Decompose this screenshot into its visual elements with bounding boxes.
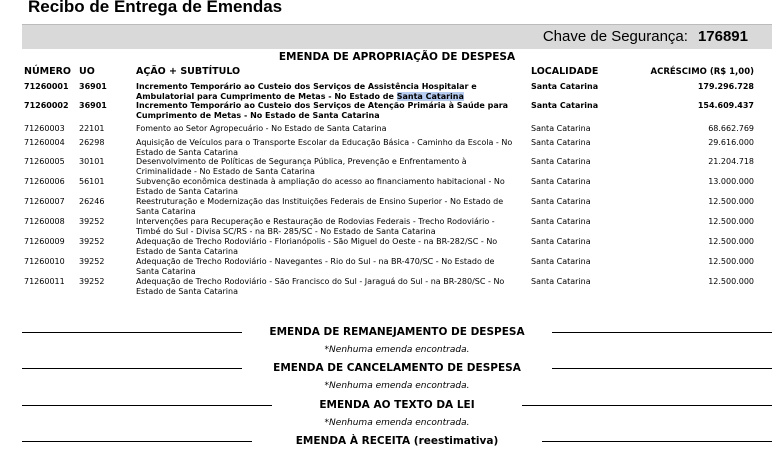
row-acao: Incremento Temporário ao Custeio dos Serviços de Assistência Hospitalar e Ambulatorial para Cumprimento de Metas - No Estado de Santa Catarina [136,82,477,101]
page-title: Recibo de Entrega de Emendas [28,0,283,16]
section-apropriacao-title: EMENDA DE APROPRIAÇÃO DE DESPESA [22,50,772,64]
row-valor: 12.500.000 [708,197,754,206]
row-localidade: Santa Catarina [531,82,599,91]
row-valor: 21.204.718 [708,157,754,166]
section-cancelamento [22,361,772,375]
row-localidade: Santa Catarina [531,237,591,246]
row-uo: 26246 [79,197,105,206]
security-key-bar [22,24,772,49]
row-uo: 22101 [79,124,105,133]
section-texto-lei [22,398,772,412]
row-uo: 39252 [79,257,105,266]
row-valor: 12.500.000 [708,217,754,226]
row-numero: 71260007 [24,197,65,206]
row-acao: Adequação de Trecho Rodoviário - São Francisco do Sul - Jaraguá do Sul - na BR-280/SC - No Estado de Santa Catarina [136,277,505,296]
col-acao: AÇÃO + SUBTÍTULO [136,66,241,77]
row-localidade: Santa Catarina [531,157,591,166]
row-numero: 71260002 [24,101,69,110]
row-localidade: Santa Catarina [531,197,591,206]
row-acao: Subvenção econômica destinada à ampliação do acesso ao financiamento habitacional - No Estado de Santa Catarina [136,177,505,196]
row-uo: 39252 [79,237,105,246]
empty-message: *Nenhuma emenda encontrada. [324,418,470,428]
row-localidade: Santa Catarina [531,177,591,186]
row-localidade: Santa Catarina [531,101,599,110]
row-numero: 71260010 [24,257,65,266]
row-acao: Adequação de Trecho Rodoviário - Navegantes - Rio do Sul - na BR-470/SC - No Estado de Santa Catarina [136,257,495,276]
col-numero: NÚMERO [24,66,71,77]
row-numero: 71260011 [24,277,65,286]
row-acao: Aquisição de Veículos para o Transporte Escolar da Educação Básica - Caminho da Escola - No Estado de Santa Catarina [136,138,513,157]
row-valor: 12.500.000 [708,257,754,266]
row-numero: 71260001 [24,82,69,91]
row-numero: 71260008 [24,217,65,226]
row-valor: 13.000.000 [708,177,754,186]
security-key-value: 176891 [697,28,748,45]
row-localidade: Santa Catarina [531,124,591,133]
section-apropriacao [22,50,772,64]
col-localidade: LOCALIDADE [531,66,599,77]
section-remanejamento-title: EMENDA DE REMANEJAMENTO DE DESPESA [22,325,772,339]
row-acao: Fomento ao Setor Agropecuário - No Estado de Santa Catarina [136,124,387,133]
row-uo: 36901 [79,101,107,110]
col-uo: UO [79,66,95,77]
row-uo: 36901 [79,82,107,91]
row-uo: 30101 [79,157,105,166]
row-valor: 154.609.437 [697,101,754,110]
row-localidade: Santa Catarina [531,277,591,286]
row-numero: 71260003 [24,124,65,133]
section-cancelamento-title: EMENDA DE CANCELAMENTO DE DESPESA [22,361,772,375]
row-localidade: Santa Catarina [531,217,591,226]
security-key-label: Chave de Segurança: [542,28,688,45]
row-valor: 12.500.000 [708,237,754,246]
section-receita-title: EMENDA À RECEITA (reestimativa) [22,434,772,448]
empty-message: *Nenhuma emenda encontrada. [324,345,470,355]
row-uo: 56101 [79,177,105,186]
row-acao: Desenvolvimento de Políticas de Segurança Pública, Prevenção e Enfrentamento à Criminalidade - No Estado de Santa Catarina [136,157,467,176]
row-valor: 29.616.000 [708,138,754,147]
row-uo: 26298 [79,138,105,147]
row-numero: 71260009 [24,237,65,246]
col-acrescimo: ACRÉSCIMO (R$ 1,00) [650,67,754,77]
section-texto-lei-title: EMENDA AO TEXTO DA LEI [22,398,772,412]
row-numero: 71260006 [24,177,65,186]
row-valor: 68.662.769 [708,124,754,133]
row-valor: 179.296.728 [697,82,754,91]
empty-message: *Nenhuma emenda encontrada. [324,381,470,391]
row-acao: Incremento Temporário ao Custeio dos Serviços de Atenção Primária à Saúde para Cumprimento de Metas - No Estado de Santa Catarina [136,101,509,120]
row-localidade: Santa Catarina [531,257,591,266]
row-uo: 39252 [79,217,105,226]
row-uo: 39252 [79,277,105,286]
section-remanejamento [22,325,772,339]
row-acao: Intervenções para Recuperação e Restauração de Rodovias Federais - Trecho Rodoviário - Timbé do Sul - Divisa SC/RS - na BR- 285/SC - No Estado de Santa Catarina [136,217,495,236]
row-acao: Adequação de Trecho Rodoviário - Florianópolis - São Miguel do Oeste - na BR-282/SC - No Estado de Santa Catarina [136,237,498,256]
row-localidade: Santa Catarina [531,138,591,147]
security-key [543,28,748,45]
row-numero: 71260005 [24,157,65,166]
row-numero: 71260004 [24,138,65,147]
row-valor: 12.500.000 [708,277,754,286]
section-receita [22,434,772,448]
highlighted-text: Santa Catarina [396,91,464,101]
row-acao: Reestruturação e Modernização das Instituições Federais de Ensino Superior - No Estado de Santa Catarina [136,197,504,216]
